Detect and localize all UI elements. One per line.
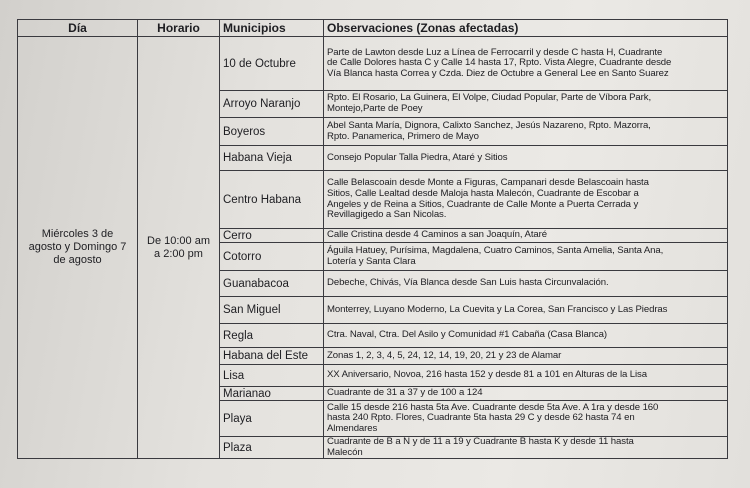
table-row <box>18 37 728 91</box>
municipio-cell: San Miguel <box>220 297 324 324</box>
municipio-cell: Regla <box>220 324 324 348</box>
observaciones-cell: Zonas 1, 2, 3, 4, 5, 24, 12, 14, 19, 20, 21 y 23 de Alamar <box>324 348 728 365</box>
observaciones-cell: Calle Belascoain desde Monte a Figuras, Campanari desde Belascoain hasta Sitios, Calle Lealtad desde Maloja hasta Malecón, Cuadrante de Escobar a Angeles y de Reina a Sitios, Cuadrante de Calle Monte a Puerta Cerrada y Revillagigedo a San Nicolas. <box>324 171 728 229</box>
header-row <box>18 20 728 37</box>
observaciones-cell: Rpto. El Rosario, La Guinera, El Volpe, Ciudad Popular, Parte de Víbora Park, Montejo,Parte de Poey <box>324 91 728 118</box>
observaciones-cell: Calle Cristina desde 4 Caminos a san Joaquín, Ataré <box>324 229 728 243</box>
municipio-cell: Boyeros <box>220 118 324 146</box>
observaciones-cell: XX Aniversario, Novoa, 216 hasta 152 y desde 81 a 101 en Alturas de la Lisa <box>324 365 728 387</box>
observaciones-cell: Consejo Popular Talla Piedra, Ataré y Sitios <box>324 146 728 171</box>
municipio-cell: Cotorro <box>220 243 324 271</box>
observaciones-cell: Abel Santa María, Dignora, Calixto Sanchez, Jesús Nazareno, Rpto. Mazorra, Rpto. Panamerica, Primero de Mayo <box>324 118 728 146</box>
header-horario: Horario <box>138 20 220 37</box>
municipio-cell: Guanabacoa <box>220 271 324 297</box>
header-municipios: Municipios <box>220 20 324 37</box>
municipio-cell: Habana del Este <box>220 348 324 365</box>
horario-cell: De 10:00 am a 2:00 pm <box>138 37 220 459</box>
municipio-cell: Habana Vieja <box>220 146 324 171</box>
municipio-cell: Plaza <box>220 437 324 459</box>
observaciones-cell: Parte de Lawton desde Luz a Línea de Ferrocarril y desde C hasta H, Cuadrante de Calle Dolores hasta C y Calle 14 hasta 17, Rpto. Vista Alegre, Cuadrante desde Vía Blanca hasta Correa y Czda. Diez de Octubre a General Lee en Santo Suarez <box>324 37 728 91</box>
municipio-cell: Marianao <box>220 387 324 401</box>
municipio-cell: Cerro <box>220 229 324 243</box>
municipio-cell: Arroyo Naranjo <box>220 91 324 118</box>
observaciones-cell: Debeche, Chivás, Vía Blanca desde San Luis hasta Circunvalación. <box>324 271 728 297</box>
observaciones-cell: Cuadrante de B a N y de 11 a 19 y Cuadrante B hasta K y desde 11 hasta Malecón <box>324 437 728 459</box>
observaciones-cell: Monterrey, Luyano Moderno, La Cuevita y La Corea, San Francisco y Las Piedras <box>324 297 728 324</box>
municipio-cell: Playa <box>220 401 324 437</box>
header-dia: Día <box>18 20 138 37</box>
observaciones-cell: Calle 15 desde 216 hasta 5ta Ave. Cuadrante desde 5ta Ave. A 1ra y desde 160 hasta 240 Rpto. Flores, Cuadrante 5ta hasta 29 C y desde 62 hasta 74 en Almendares <box>324 401 728 437</box>
municipio-cell: Lisa <box>220 365 324 387</box>
observaciones-cell: Ctra. Naval, Ctra. Del Asilo y Comunidad #1 Cabaña (Casa Blanca) <box>324 324 728 348</box>
observaciones-cell: Cuadrante de 31 a 37 y de 100 a 124 <box>324 387 728 401</box>
observaciones-cell: Águila Hatuey, Purísima, Magdalena, Cuatro Caminos, Santa Amelia, Santa Ana, Lotería y Santa Clara <box>324 243 728 271</box>
power-outage-schedule-table <box>17 19 728 459</box>
municipio-cell: Centro Habana <box>220 171 324 229</box>
dia-cell: Miércoles 3 de agosto y Domingo 7 de agosto <box>18 37 138 459</box>
municipio-cell: 10 de Octubre <box>220 37 324 91</box>
header-observaciones: Observaciones (Zonas afectadas) <box>324 20 728 37</box>
